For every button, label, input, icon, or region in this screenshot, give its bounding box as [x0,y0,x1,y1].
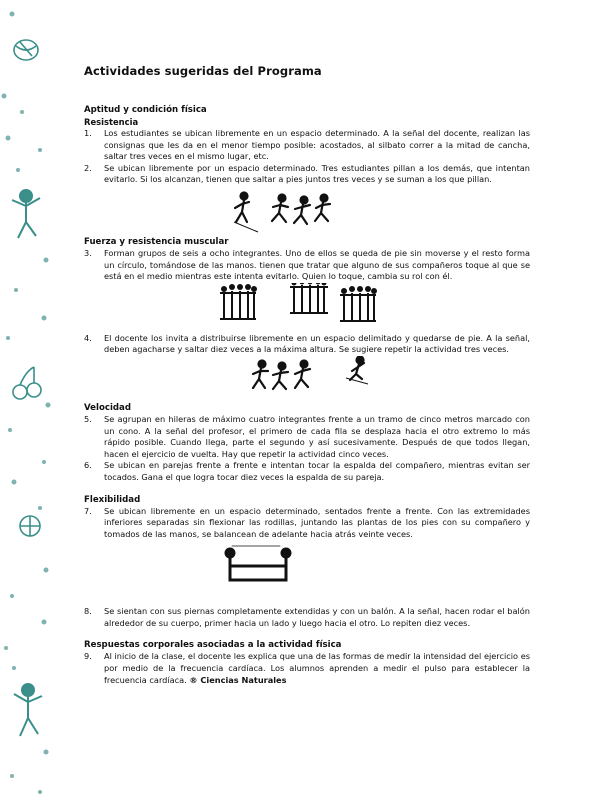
ball-icon [14,40,38,60]
child-figure-icon [14,684,42,736]
list-item [84,128,530,163]
document-title: Actividades sugeridas del Programa [84,64,322,78]
item-number: 5. [84,413,92,424]
list-item [84,651,530,686]
jumping-children-illustration [84,356,530,398]
list-item [84,414,530,460]
section-heading: Fuerza y resistencia muscular [84,236,229,247]
document-page [84,64,530,686]
list-item [84,333,530,356]
list-item [84,163,530,186]
section-respuestas [84,639,530,686]
item-text: Al inicio de la clase, el docente les explica que una de las formas de medir la intensidad del ejercicio es por medio de la frecuencia cardíaca. Los alumnos aprenden a medir el pulso para establecer la frecuencia cardíaca. [104,651,530,685]
item-number: 2. [84,162,92,173]
item-number: 9. [84,651,92,662]
list-item [84,460,530,483]
item-text: Forman grupos de seis a ocho integrantes. Uno de ellos se queda de pie sin moverse y el resto forma un círculo, tomándose de las manos. tienen que tratar que alguno de sus compañeros toque al que se está en el medio mientras este intenta evitarlo. Quien lo toque, cambia su rol con él. [104,247,530,282]
section-aptitud [84,104,530,234]
section-heading: Respuestas corporales asociadas a la actividad física [84,640,342,651]
item-number: 3. [84,247,92,258]
list-item [84,606,530,629]
list-item [84,506,530,541]
subject-tag: ® Ciencias Naturales [189,674,287,685]
section-fuerza [84,236,530,398]
item-text: El docente los invita a distribuirse libremente en un espacio delimitado y quedarse de pie. A la señal, deben agacharse y saltar diez veces a la máxima altura. Se sugiere repetir la actividad tres veces. [104,332,530,355]
item-number: 4. [84,332,92,343]
circle-groups-illustration [84,283,530,329]
item-text: Se ubican libremente por un espacio determinado. Tres estudiantes pillan a los demás, que intentan evitarlo. Si los alcanzan, tienen que saltar a pies juntos tres veces y se suman a los que pillan. [104,162,530,185]
section-heading: Flexibilidad [84,494,141,505]
margin-decoration [0,0,72,800]
section-flexibilidad [84,494,530,630]
item-number: 6. [84,460,92,471]
item-text: Se agrupan en hileras de máximo cuatro integrantes frente a un tramo de cinco metros marcado con un cono. A la señal del profesor, el primero de cada fila se desplaza hacia el otro extremo lo más rápido posible. Cuando llega, parte el segundo y así sucesivamente. Después de que todos llegan, hacen el ejercicio de vuelta. Hay que repetir la actividad cinco veces. [104,413,530,459]
running-children-illustration [84,186,530,234]
item-number: 8. [84,606,92,617]
seated-pair-illustration [84,540,530,594]
runner-icon [12,190,40,238]
item-text: Los estudiantes se ubican libremente en un espacio determinado. A la señal del docente, realizan las consignas que les da en el menor tiempo posible: acostados, al silbato correr a la mitad de cancha, saltar tres veces en el mismo lugar, etc. [104,128,530,162]
basketball-icon [20,516,40,536]
item-number: 1. [84,128,92,138]
item-number: 7. [84,505,92,516]
item-text: Se ubican en parejas frente a frente e intentan tocar la espalda del compañero, mientras evitan ser tocados. Gana el que logra tocar diez veces la espalda de su pareja. [104,460,530,482]
item-text: Se sientan con sus piernas completamente extendidas y con un balón. A la señal, hacen rodar el balón alrededor de su cuerpo, primer hacia un lado y luego hacia el otro. Lo repiten diez veces. [104,606,530,628]
section-subheading: Resistencia [84,117,139,127]
list-item [84,248,530,283]
section-heading: Velocidad [84,402,132,413]
cherries-icon [13,367,41,399]
section-heading: Aptitud y condición física [84,105,207,115]
item-text: Se ubican libremente en un espacio determinado, sentados frente a frente. Con las extremidades inferiores separadas sin flexionar las rodillas, juntando las plantas de los pies con su compañero y tomados de las manos, se balancean de adelante hacia atrás veinte veces. [104,505,530,539]
section-velocidad [84,402,530,484]
